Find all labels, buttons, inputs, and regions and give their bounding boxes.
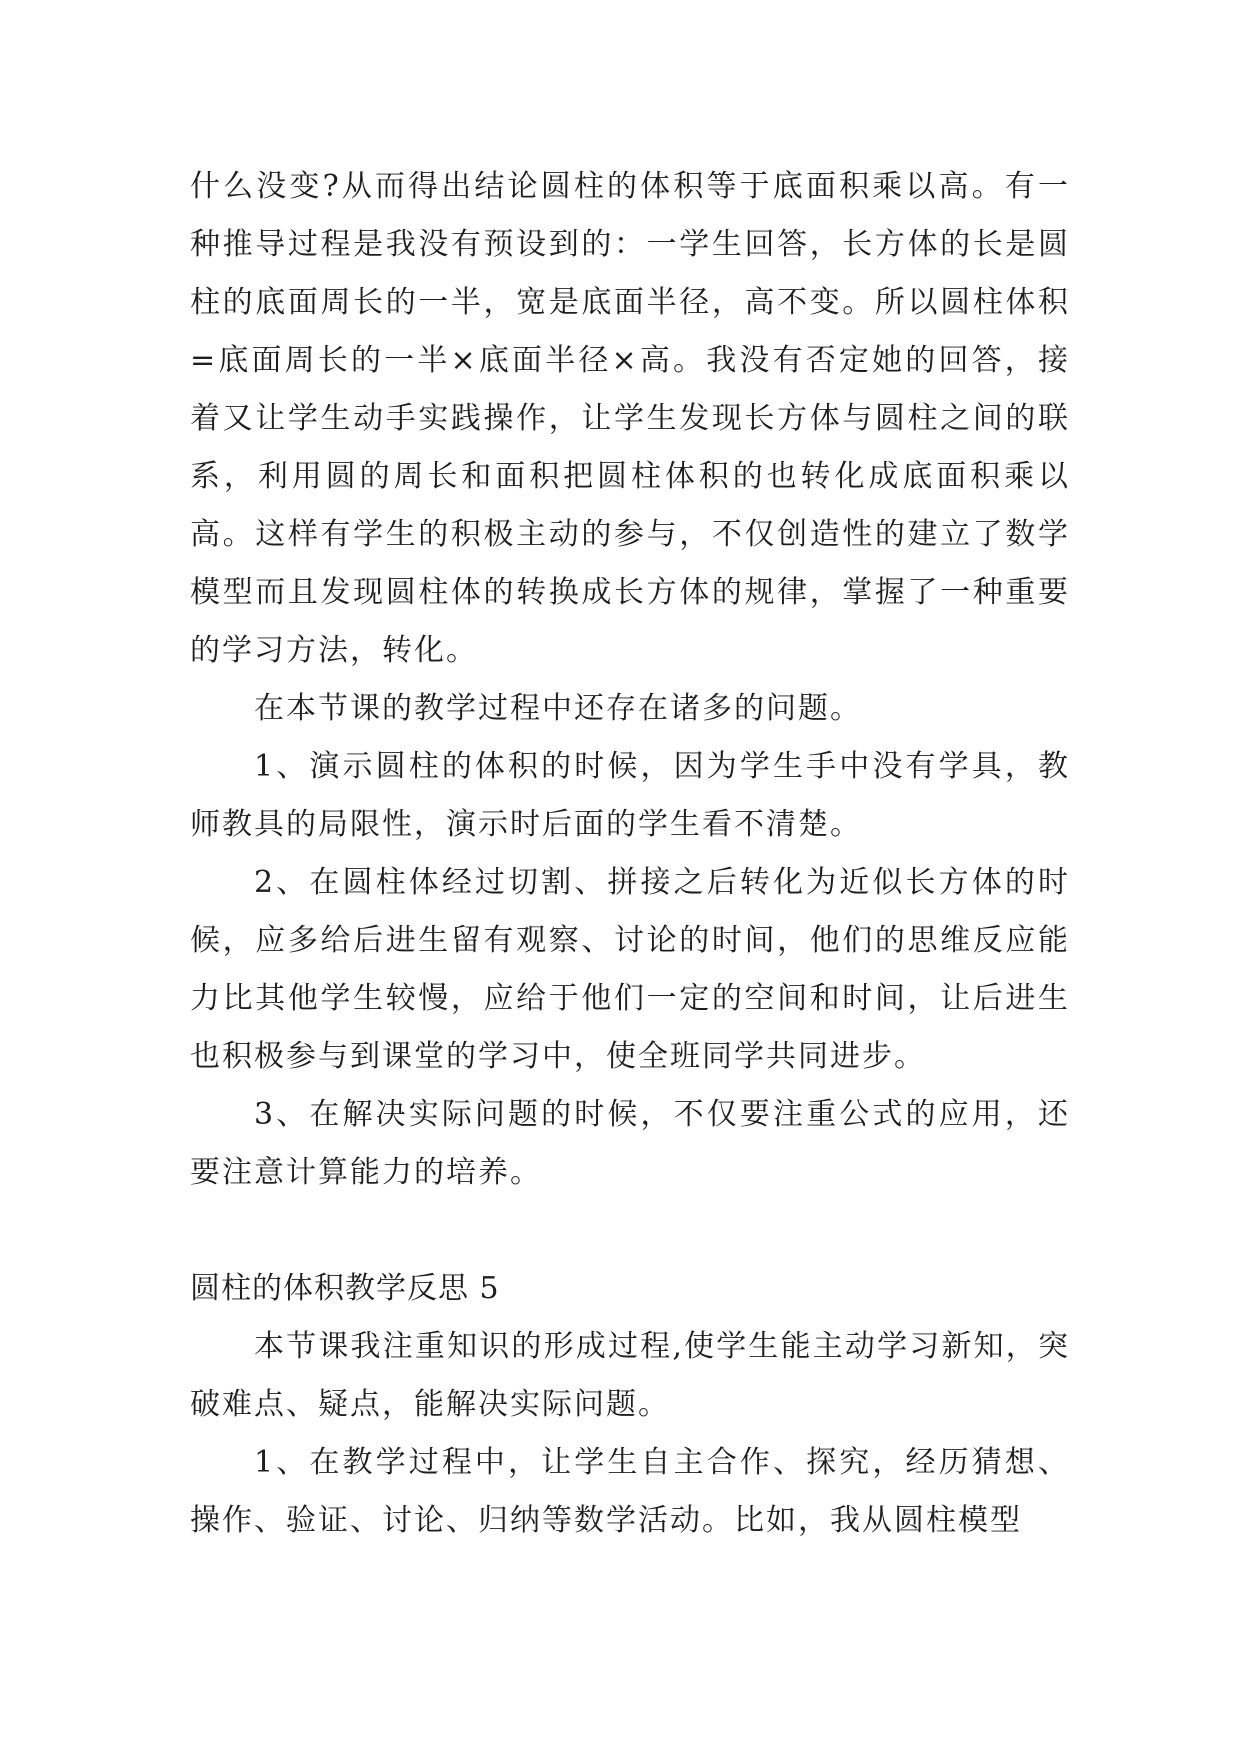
section-title: 圆柱的体积教学反思 5 [190, 1271, 500, 1306]
paragraph-problems-intro: 在本节课的教学过程中还存在诸多的问题。 [254, 691, 862, 726]
section-gap [190, 1202, 1070, 1260]
document-page [190, 158, 1070, 1550]
paragraph-section-point-1: 1、在教学过程中，让学生自主合作、探究，经历猜想、操作、验证、讨论、归纳等数学活动。比如，我从圆柱模型 [190, 1445, 1070, 1538]
paragraph-problem-1: 1、演示圆柱的体积的时候，因为学生手中没有学具，教师教具的局限性，演示时后面的学生看不清楚。 [190, 749, 1070, 842]
paragraph-continued: 什么没变?从而得出结论圆柱的体积等于底面积乘以高。有一种推导过程是我没有预设到的：一学生回答，长方体的长是圆柱的底面周长的一半，宽是底面半径，高不变。所以圆柱体积=底面周长的一半×底面半径×高。我没有否定她的回答，接着又让学生动手实践操作，让学生发现长方体与圆柱之间的联系，利用圆的周长和面积把圆柱体积的也转化成底面积乘以高。这样有学生的积极主动的参与，不仅创造性的建立了数学模型而且发现圆柱体的转换成长方体的规律，掌握了一种重要的学习方法，转化。 [190, 169, 1070, 668]
paragraph-section-intro: 本节课我注重知识的形成过程,使学生能主动学习新知，突破难点、疑点，能解决实际问题。 [190, 1329, 1070, 1422]
paragraph-problem-2: 2、在圆柱体经过切割、拼接之后转化为近似长方体的时候，应多给后进生留有观察、讨论的时间，他们的思维反应能力比其他学生较慢，应给于他们一定的空间和时间，让后进生也积极参与到课堂的学习中，使全班同学共同进步。 [190, 865, 1070, 1074]
paragraph-problem-3: 3、在解决实际问题的时候，不仅要注重公式的应用，还要注意计算能力的培养。 [190, 1097, 1070, 1190]
